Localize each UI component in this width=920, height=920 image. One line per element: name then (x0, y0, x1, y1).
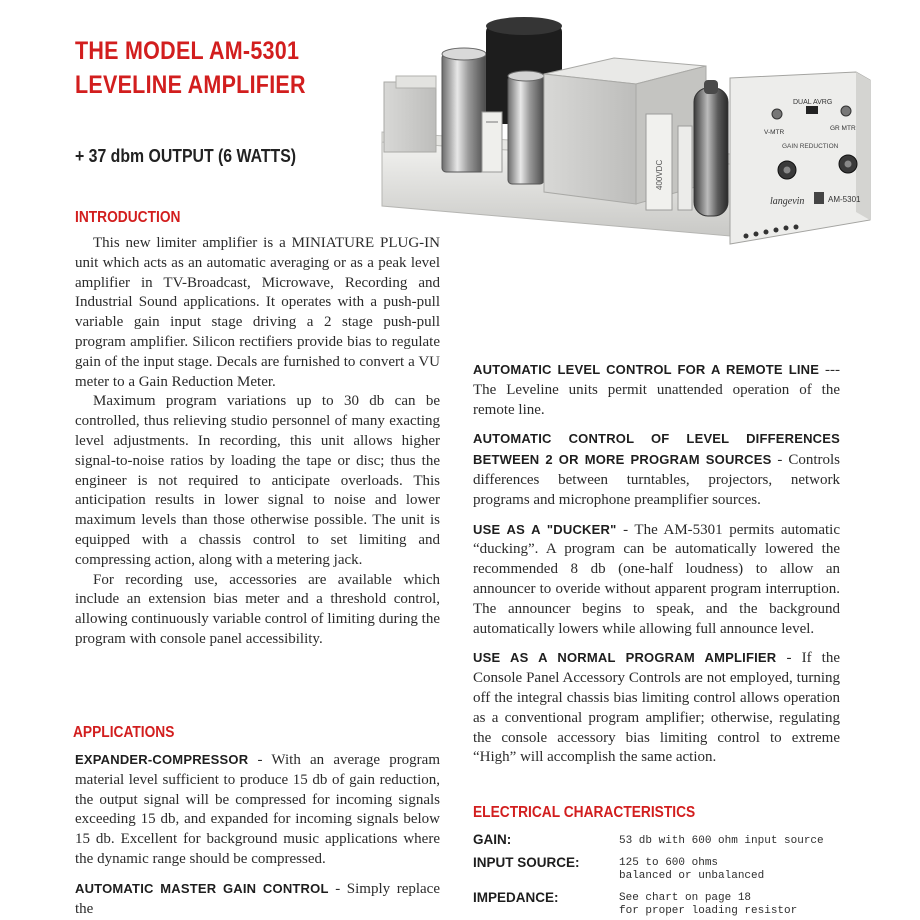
impedance-line-1: See chart on page 18 (619, 892, 752, 904)
model-label: AM-5301 (828, 195, 861, 204)
remote-line-text: --- The Leveline units permit unattended operation of the remote line. (473, 362, 840, 418)
introduction-body (75, 234, 440, 650)
title-line-2: LEVELINE AMPLIFIER (75, 71, 306, 99)
amplifier-photo (378, 14, 878, 246)
dual-avrg-switch (806, 106, 818, 114)
input-source-line-1: 125 to 600 ohms (619, 857, 719, 869)
gain-label: GAIN: (473, 832, 512, 847)
normal-amplifier-text: - If the Console Panel Accessory Controls are not employed, turning off the integral chassis bias limiting control allows operation as a conventional program amplifier; otherwise, regulating the console accessory bias limiting control to extreme “High” will accomplish the same action. (473, 650, 841, 766)
remote-line-label: AUTOMATIC LEVEL CONTROL FOR A REMOTE LINE (473, 362, 820, 377)
title-line-1: THE MODEL AM-5301 (75, 37, 300, 65)
ducker-label: USE AS A "DUCKER" (473, 521, 617, 537)
master-gain-label: AUTOMATIC MASTER GAIN CONTROL (75, 880, 329, 896)
right-jack-icon (841, 106, 851, 116)
intro-paragraph-2: Maximum program variations up to 30 db can be controlled, thus relieving studio personnel of many exacting level adjustments. In recording, this unit allows higher signal-to-noise ratios by loading the tape or disc; thus the engineer is not required to anticipate overloads. This anticipation results in lower signal to noise and lower maximum levels than those otherwise possible. The unit is equipped with a chassis control to set limiting and compressing action, along with a metering jack. (75, 393, 440, 568)
electrical-heading: ELECTRICAL CHARACTERISTICS (473, 804, 696, 821)
intro-paragraph-1: This new limiter amplifier is a MINIATURE PLUG-IN unit which acts as an automatic averaging or as a peak level amplifier in TV-Broadcast, Microwave, Recording and Industrial Sound applications. It operates with a push-pull variable gain input stage driving a 2 stage push-pull program amplifier. Silicon rectifiers provide bias to regulate gain of the input stage. Decals are furnished to convert a VU meter to a Gain Reduction Meter. (75, 235, 440, 390)
small-capacitor (482, 112, 502, 172)
page-title (75, 34, 306, 102)
level-differences-block (473, 429, 840, 510)
panel-right-label: GR MTR (830, 125, 856, 132)
normal-amplifier-label: USE AS A NORMAL PROGRAM AMPLIFIER (473, 650, 777, 666)
brand-logo-icon (814, 192, 824, 204)
gain-value-line-1: 53 db with 600 ohm input source (619, 835, 824, 847)
cap-label-left: 400VDC (655, 159, 664, 190)
brand-label: langevin (770, 196, 805, 207)
level-differences-text: - Controls differences between turntables, projectors, network programs and microphone preamplifier sources. (473, 452, 841, 508)
ducker-block (473, 520, 840, 640)
master-gain-text: - Simply replace the (75, 880, 440, 917)
panel-gain-label: GAIN REDUCTION (782, 143, 839, 150)
application-master-gain (75, 879, 440, 920)
input-source-value (619, 857, 764, 883)
right-column (473, 360, 840, 768)
level-differences-label: AUTOMATIC CONTROL OF LEVEL DIFFERENCES BETWEEN 2 OR MORE PROGRAM SOURCES (473, 431, 840, 468)
expander-label: EXPANDER-COMPRESSOR (75, 752, 249, 767)
panel-top-label: DUAL AVRG (793, 99, 833, 106)
vacuum-tube (694, 88, 728, 216)
normal-amplifier-block (473, 648, 840, 768)
introduction-heading: INTRODUCTION (75, 209, 181, 226)
gain-value (619, 835, 824, 848)
left-component (384, 82, 436, 152)
impedance-line-2: for proper loading resistor (619, 905, 798, 917)
input-source-label: INPUT SOURCE: (473, 855, 580, 870)
impedance-label: IMPEDANCE: (473, 890, 559, 905)
metal-can-left (442, 54, 486, 172)
intro-paragraph-3: For recording use, accessories are available which include an extension bias meter and a threshold control, allowing continuously variable control of limiting during the program with console panel accessibility. (75, 571, 440, 647)
ducker-text: - The AM-5301 permits automatic “ducking”. A program can be automatically lowered the recommended 8 db (one-half loudness) to allow an announcer to overide without apparent program interruption. The announcer begins to speak, and the background automatically lowers while allowing full announce level. (473, 521, 841, 637)
expander-text: - With an average program material level sufficient to produce 15 db of gain reduction, the output signal will be compressed for incoming signals exceeding 15 db, and expanded for incoming signals below 15 db. Excellent for background music applications where the dynamic range should be compressed. (75, 752, 441, 867)
input-source-line-2: balanced or unbalanced (619, 870, 765, 882)
application-expander (75, 750, 440, 870)
applications-heading: APPLICATIONS (73, 724, 175, 741)
remote-line-block (473, 360, 840, 420)
left-jack-icon (772, 109, 782, 119)
metal-can-right (508, 76, 544, 184)
applications-body (75, 750, 440, 919)
panel-left-label: V-MTR (764, 129, 785, 136)
impedance-value (619, 892, 797, 918)
output-spec: + 37 dbm OUTPUT (6 WATTS) (75, 146, 297, 166)
capacitor-100vdc (678, 126, 692, 210)
